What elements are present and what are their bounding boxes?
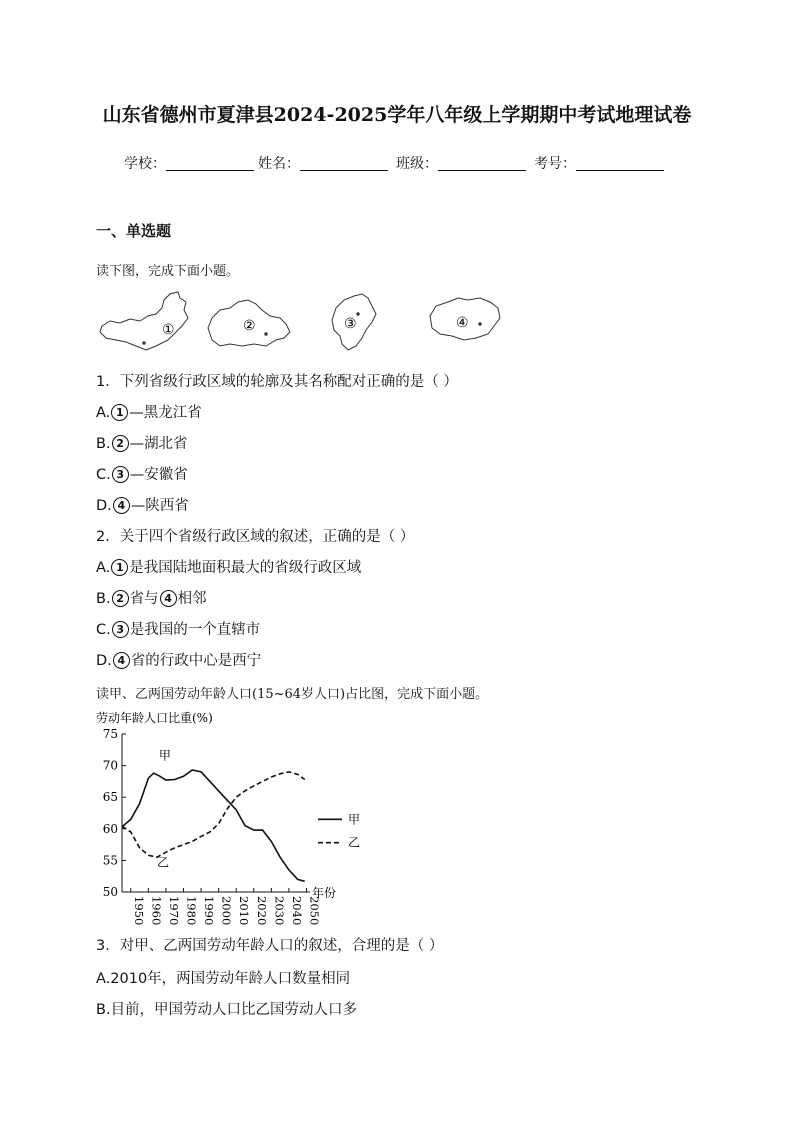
option-prefix: C. <box>96 467 111 483</box>
circled-number: 2 <box>112 590 129 607</box>
exam-number-blank[interactable] <box>576 156 664 171</box>
school-field[interactable] <box>124 153 254 173</box>
x-tick-label-2000: 2000 <box>219 896 234 926</box>
option-text: 相邻 <box>177 591 207 607</box>
option-text: —陕西省 <box>130 498 189 514</box>
option-text: 目前，甲国劳动人口比乙国劳动人口多 <box>110 1002 358 1018</box>
q1-option-a[interactable] <box>96 401 202 422</box>
y-tick-label-60: 60 <box>102 821 118 836</box>
option-prefix: B. <box>96 436 111 452</box>
y-tick-label-50: 50 <box>102 885 118 899</box>
circled-number: 4 <box>160 590 177 607</box>
q2-option-c[interactable] <box>96 618 260 639</box>
legend-label-yi: 乙 <box>348 835 361 850</box>
name-label: 姓名： <box>258 156 300 172</box>
x-axis-label: 年份 <box>312 886 337 900</box>
option-text: 2010年，两国劳动年龄人口数量相同 <box>110 971 351 987</box>
question-3-stem: 3．对甲、乙两国劳动年龄人口的叙述，合理的是（ ） <box>96 938 444 954</box>
option-text: 省与 <box>129 591 159 607</box>
option-prefix: B. <box>96 1002 111 1018</box>
option-text: 省的行政中心是西宁 <box>130 653 262 669</box>
legend-label-jia: 甲 <box>348 812 361 827</box>
y-axis-label: 劳动年龄人口比重(%) <box>96 711 213 725</box>
class-field[interactable] <box>396 153 526 173</box>
q2-option-d[interactable] <box>96 649 261 670</box>
q3-option-a[interactable] <box>96 967 350 988</box>
instruction-1: 读下图，完成下面小题。 <box>96 264 240 279</box>
q2-option-b[interactable] <box>96 587 207 608</box>
option-prefix: A. <box>96 971 111 987</box>
q1-option-c[interactable] <box>96 463 188 484</box>
map-label-4: ④ <box>456 315 469 331</box>
page-title: 山东省德州市夏津县2024-2025学年八年级上学期期中考试地理试卷 <box>102 104 692 126</box>
q1-option-b[interactable] <box>96 432 188 453</box>
option-text: —黑龙江省 <box>129 405 202 421</box>
option-prefix: A. <box>96 405 111 421</box>
province-outline-1 <box>100 292 188 350</box>
y-tick-label-70: 70 <box>102 758 118 773</box>
name-field[interactable] <box>258 153 388 173</box>
annotation-jia: 甲 <box>158 748 171 763</box>
x-tick-label-2040: 2040 <box>289 896 304 926</box>
circled-number: 2 <box>112 435 129 452</box>
x-tick-label-2030: 2030 <box>272 896 287 926</box>
exam-number-label: 考号： <box>534 156 576 172</box>
option-prefix: B. <box>96 591 111 607</box>
y-tick-label-75: 75 <box>102 727 118 741</box>
x-tick-label-1980: 1980 <box>184 896 199 926</box>
annotation-yi: 乙 <box>157 855 170 870</box>
option-text: —湖北省 <box>129 436 188 452</box>
q3-option-b[interactable] <box>96 998 357 1019</box>
map-label-1: ① <box>162 322 175 338</box>
school-label: 学校： <box>124 156 166 172</box>
instruction-2: 读甲、乙两国劳动年龄人口(15~64岁人口)占比图，完成下面小题。 <box>96 687 489 702</box>
question-2-stem: 2．关于四个省级行政区域的叙述，正确的是（ ） <box>96 529 415 545</box>
x-tick-label-2010: 2010 <box>237 896 252 926</box>
x-tick-label-2020: 2020 <box>254 896 269 926</box>
option-text: 是我国的一个直辖市 <box>129 622 261 638</box>
option-prefix: D. <box>96 498 112 514</box>
x-tick-label-2050: 2050 <box>307 896 322 926</box>
labor-age-population-chart <box>92 708 392 928</box>
circled-number: 1 <box>111 404 128 421</box>
name-blank[interactable] <box>300 156 388 171</box>
q2-option-a[interactable] <box>96 556 361 577</box>
option-prefix: D. <box>96 653 112 669</box>
circled-number: 3 <box>112 621 129 638</box>
x-tick-label-1970: 1970 <box>166 896 181 926</box>
exam-number-field[interactable] <box>534 153 664 173</box>
y-tick-label-65: 65 <box>102 790 118 805</box>
series-line-1 <box>122 770 305 881</box>
map-label-3: ③ <box>344 316 357 332</box>
q1-option-d[interactable] <box>96 494 189 515</box>
x-tick-label-1950: 1950 <box>131 896 146 926</box>
option-text: 是我国陆地面积最大的省级行政区域 <box>129 560 362 576</box>
circled-number: 4 <box>113 497 130 514</box>
circled-number: 4 <box>113 652 130 669</box>
x-tick-label-1990: 1990 <box>202 896 217 926</box>
map-label-2: ② <box>243 318 256 334</box>
question-1-stem: 1．下列省级行政区域的轮廓及其名称配对正确的是（ ） <box>96 374 458 390</box>
school-blank[interactable] <box>166 156 254 171</box>
section-title: 一、单选题 <box>96 222 172 240</box>
option-prefix: A. <box>96 560 111 576</box>
circled-number: 3 <box>112 466 129 483</box>
class-label: 班级： <box>396 156 438 172</box>
option-text: —安徽省 <box>129 467 188 483</box>
province-outline-maps <box>96 288 516 358</box>
circled-number: 1 <box>111 559 128 576</box>
y-tick-label-55: 55 <box>102 853 118 868</box>
option-prefix: C. <box>96 622 111 638</box>
class-blank[interactable] <box>438 156 526 171</box>
x-tick-label-1960: 1960 <box>149 896 164 926</box>
